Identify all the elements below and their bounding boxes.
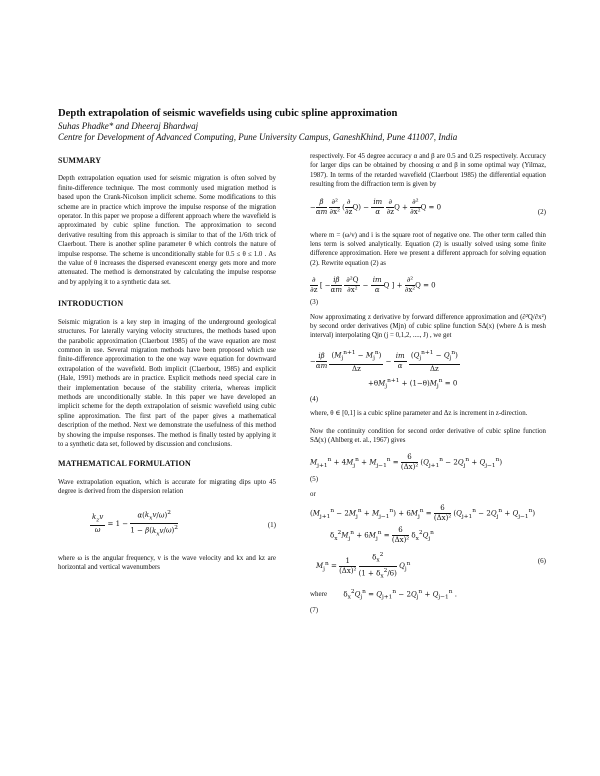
equation-6 — [310, 549, 546, 583]
right-paragraph-1: respectively. For 45 degree accuracy α and β are 0.5 and 0.25 respectively. Accuracy for larger dips can be obtained by choosing α and β in some optimal way (Yilmaz, 1987). In terms of the retarded wavefield (Claerbout 1985) the differential equation resulting from the diffraction term is given by — [310, 153, 546, 189]
equation-2 — [310, 198, 546, 226]
math-after-eq1: where ω is the angular frequency, v is the wave velocity and kx and kz are horizontal and vertical wavenumbers — [58, 554, 276, 571]
equation-6-line-2: $\delta_x^2M_j^n + 6M_j^n$ = $\frac{6}{\text{(Δx)²}}$ $\delta_x^2Q_j^n$ — [330, 526, 434, 545]
equation-3-number: (3) — [310, 299, 319, 307]
math-heading: MATHEMATICAL FORMULATION — [58, 459, 191, 469]
equation-7-number: (7) — [310, 607, 319, 615]
equation-2-number: (2) — [537, 207, 546, 216]
equation-4-formula: − $\frac{i\beta}{\alpha m}$ $\frac{(M_j^{n+1} - M_j^n)}{\Delta z}$ − $\frac{im}{\alpha}$ $\frac{(Q_j^{n+1} - Q_j^n)}{\Delta z}$ — [310, 349, 458, 373]
introduction-text: Seismic migration is a key step in imaging of the underground geological structures. For laterally varying velocity structures, the methods based upon the parabolic approximation (Claerbout 1985) of the wave equation are most common in use. Several migration methods have been proposed which use finite-difference approximation to the one way wave equation for downward extrapolation of the wavefield. Both implicit (Claerbout, 1985) and explicit (Hale, 1991) methods are in practice. Explicit methods need special care in their implementation because of the stability criteria, whereas implicit methods are unconditionally stable. In this paper we have developed an implicit scheme for the depth extrapolation of seismic wavefield using cubic spline approximation. The first part of the paper gives a mathematical description of the method. Next we demonstrate the usefulness of this method by showing the impulse responses. The method is finally tested by applying it to a synthetic data set, followed by discussion and conclusions. — [58, 318, 276, 448]
equation-3-formula: $\frac{\partial}{\partial z}$ [ − $\frac{i\beta}{\alpha m}$ $\frac{\text{∂²Q}}{\text{∂x²}}$ − $\frac{im}{\alpha}$ Q ] + $\frac{\text{∂²}}{\text{∂x²}}$ Q = 0 — [310, 276, 436, 295]
paper-authors: Suhas Phadke* and Dheeraj Bhardwaj — [58, 121, 199, 131]
right-column — [310, 152, 546, 621]
where-label: where — [310, 590, 328, 599]
or-label: or — [310, 490, 316, 498]
equation-5-number: (5) — [310, 476, 319, 484]
equation-1-formula: $\frac{k_zv}{\omega}$ = 1 − $\frac{\alpha(k_xv/\omega)^2}{1 - \beta(k_xv/\omega)^2}$ — [92, 509, 178, 538]
paper-header — [58, 108, 558, 143]
summary-heading: SUMMARY — [58, 156, 102, 165]
equation-7-formula: where $\delta_x^2Q_j^n = Q_{j+1}^n - 2Q_j^n + Q_{j-1}^n$ . — [310, 589, 457, 601]
right-paragraph-4: where, θ ∈ [0,1] is a cubic spline parameter and Δz is increment in z-direction. — [310, 410, 528, 418]
paper-title: Depth extrapolation of seismic wavefields using cubic spline approximation — [58, 108, 398, 119]
equation-1 — [58, 505, 276, 549]
equation-6-number: (6) — [537, 557, 546, 566]
summary-text: Depth extrapolation equation used for seismic migration is often solved by finite-difference technique. The most commonly used migration method is based upon the Crank-Nicolson implicit scheme. Some modifications to this scheme are in practice which improve the impulse response of the migration operator. In this paper we propose a different approach where the wavefield is approximated by cubic spline function. The approximation to second derivative resulting from this approach is similar to that of the 1/6th trick of Claerbout. There is another spline parameter θ which controls the nature of impulse response. The scheme is unconditionally stable for 0.5 ≤ θ ≤ 1.0 . As the value of θ increases the dispersed evanescent energy gets more and more attenuated. The method is demonstrated by calculating the impulse response and by applying it to a synthetic data set. — [58, 175, 276, 286]
equation-1-number: (1) — [267, 520, 276, 529]
equation-6-line-1: $(M_{j+1}^n - 2M_j^n + M_{j-1}^n) + 6M_j^n$ = $\frac{6}{\text{(Δx)²}}$ $(Q_{j+1}^n - 2Q_j^n + Q_{j-1}^n)$ — [310, 504, 536, 523]
equation-6-line-3: $M_j^n$ = $\frac{1}{\text{(Δx)²}}$ $\frac{\delta_x^2}{(1 + \delta_x^2/6)}$ $Q_j^n$ — [316, 552, 411, 580]
equation-4-formula-cont: $+\theta M_j^{n+1} + (1-\theta)M_j^n = 0$ — [368, 377, 458, 390]
equation-2-formula: − $\frac{\beta}{\alpha m}$ $\frac{\text{∂²}}{\text{∂x²}}$ ( $\frac{\partial}{\partial z}$ Q) − $\frac{im}{\alpha}$ $\frac{\partial}{\partial z}$ Q + $\frac{\text{∂²}}{\text{∂x²}}$ Q = 0 — [310, 197, 442, 216]
math-intro-text: Wave extrapolation equation, which is accurate for migrating dips upto 45 degree is derived from the dispersion relation — [58, 478, 276, 496]
right-paragraph-2: where m = (ω/v) and i is the square root of negative one. The other term called thin lens term is solved analytically. Equation (2) is usually solved using some finite difference approximation. Here we present a different approach for solving equation (2). Rewrite equation (2) as — [310, 231, 546, 267]
right-paragraph-3: Now approximating z derivative by forward difference approximation and (∂²Q/∂x²) by second order derivatives (Mjn) of cubic spline function SΔ(x) (where Δ is mesh interval) interpolating Qjn (j = 0,1,2, ...., J) , we get — [310, 313, 546, 340]
right-paragraph-5: Now the continuity condition for second order derivative of cubic spline function SΔ(x) (Ahlberg et. al., 1967) gives — [310, 427, 546, 444]
equation-4-number: (4) — [310, 395, 319, 403]
equation-5-formula: $M_{j+1}^n + 4M_j^n + M_{j-1}^n$ = $\frac{6}{\text{(Δx)²}}$ $(Q_{j+1}^n - 2Q_j^n + Q_{j-1}^n)$ — [310, 453, 503, 472]
paper-affiliation: Centre for Development of Advanced Computing, Pune University Campus, GaneshKhind, Pune 411007, India — [58, 132, 458, 142]
left-column — [58, 156, 276, 580]
introduction-heading: INTRODUCTION — [58, 299, 124, 309]
